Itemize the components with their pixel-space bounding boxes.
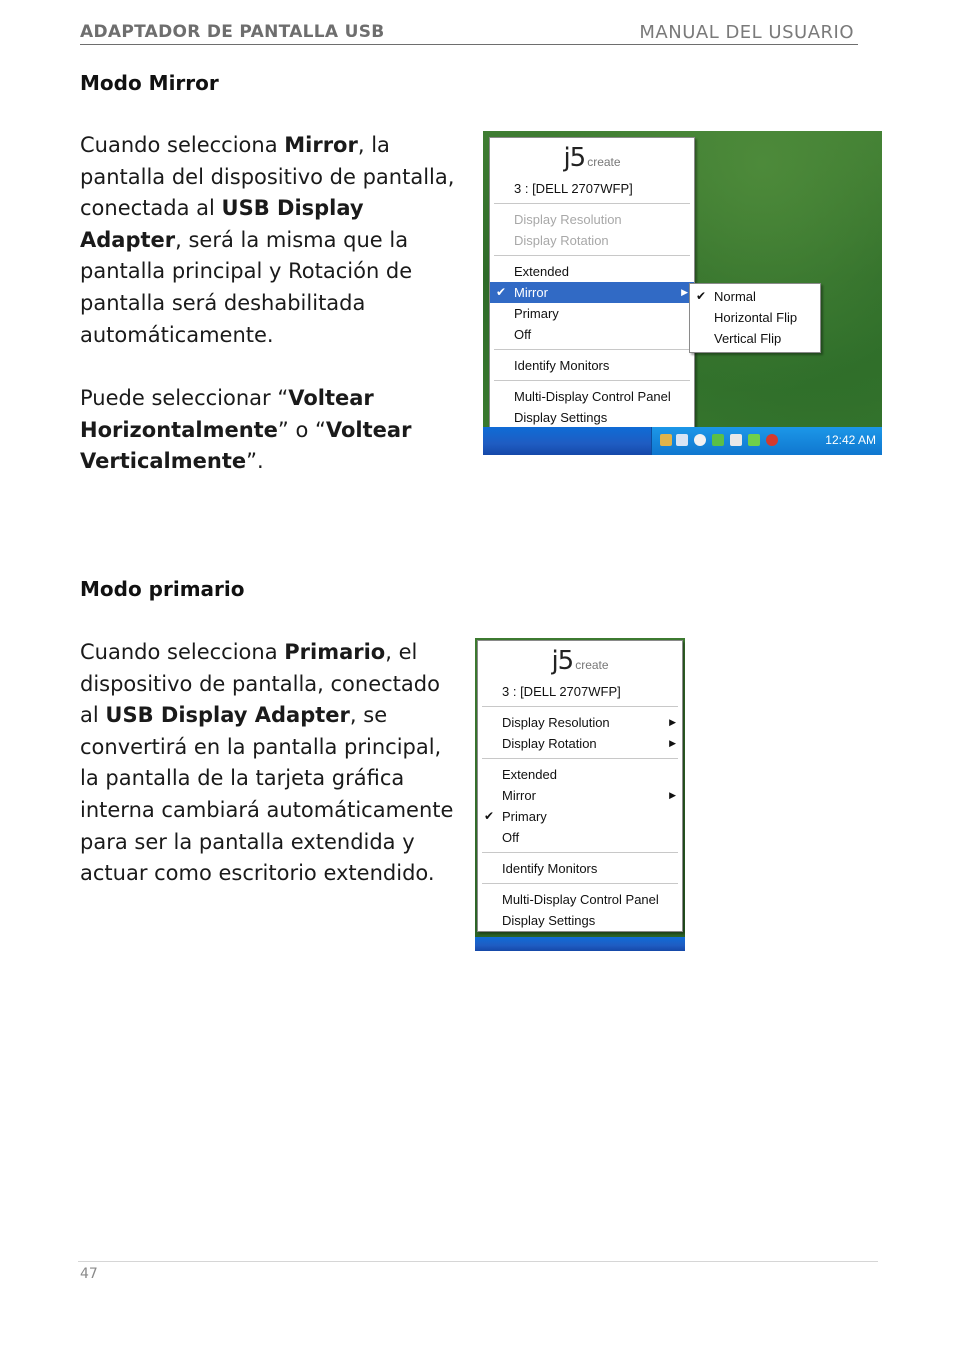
submenu-padding (690, 349, 820, 352)
menu-label: Display Resolution (502, 715, 610, 730)
menu-separator (494, 380, 690, 381)
footer-divider (78, 1261, 878, 1262)
menu-item-off[interactable] (490, 324, 694, 345)
menu-item-display-resolution[interactable] (490, 209, 694, 230)
menu-label: Identify Monitors (502, 861, 598, 876)
menu-item-display-settings[interactable] (478, 910, 682, 931)
menu-item-monitor[interactable] (490, 178, 694, 199)
menu-label: Display Rotation (502, 736, 597, 751)
tray-app-icon[interactable] (660, 434, 672, 446)
text-run: Cuando selecciona (80, 133, 285, 157)
tray-clock-icon[interactable] (694, 434, 706, 446)
menu-item-mirror[interactable] (490, 282, 694, 303)
menu-label: Extended (502, 767, 557, 782)
logo-create: create (575, 658, 609, 672)
text-run-bold: Mirror (284, 133, 358, 157)
mirror-submenu (689, 283, 821, 353)
menu-label: Multi-Display Control Panel (502, 892, 659, 907)
menu-item-display-settings[interactable] (490, 407, 694, 428)
menu-item-control-panel[interactable] (490, 386, 694, 407)
menu-item-identify-monitors[interactable] (490, 355, 694, 376)
text-run: ”. (246, 449, 264, 474)
system-tray (651, 427, 882, 455)
submenu-item-vertical-flip[interactable] (690, 328, 820, 349)
mirror-menu-screenshot (483, 131, 882, 455)
text-run: Puede seleccionar “ (80, 386, 289, 410)
menu-label: Off (514, 327, 532, 342)
menu-separator (482, 852, 678, 853)
menu-separator (494, 203, 690, 204)
header-manual-label: MANUAL DEL USUARIO (639, 22, 854, 43)
logo-create: create (587, 155, 621, 169)
menu-label: 3 : [DELL 2707WFP] (514, 181, 633, 196)
j5create-logo (478, 641, 682, 681)
text-run-bold: USB Display Adapter (105, 703, 350, 728)
menu-label: Normal (714, 289, 756, 304)
page-number: 47 (80, 1266, 98, 1282)
menu-separator (482, 883, 678, 884)
menu-label: Display Settings (514, 410, 608, 425)
menu-item-control-panel[interactable] (478, 889, 682, 910)
j5create-logo (490, 138, 694, 178)
menu-label: Multi-Display Control Panel (514, 389, 671, 404)
tray-nvidia-icon[interactable] (748, 434, 760, 446)
menu-item-extended[interactable] (478, 764, 682, 785)
primary-paragraph-1 (80, 637, 458, 890)
menu-label: Display Rotation (514, 233, 609, 248)
header-divider (80, 44, 858, 45)
menu-label: Display Settings (502, 913, 596, 928)
context-menu (489, 137, 695, 429)
menu-separator (494, 255, 690, 256)
tray-security-icon[interactable] (766, 434, 778, 446)
text-run: , se convertirá en la pantalla principal, la pantalla de la tarjeta gráfica interna cambiará automáticamente para ser la pantalla extendida y actuar como escritorio extendido. (80, 703, 454, 886)
mirror-paragraph-1 (80, 130, 460, 351)
check-icon: ✔ (696, 289, 707, 303)
logo-j5: j5 (551, 646, 574, 676)
submenu-arrow-icon: ▶ (681, 287, 688, 297)
tray-volume-icon[interactable] (730, 434, 742, 446)
menu-item-mirror[interactable] (478, 785, 682, 806)
submenu-item-normal[interactable] (690, 286, 820, 307)
menu-item-monitor[interactable] (478, 681, 682, 702)
menu-item-display-rotation[interactable] (478, 733, 682, 754)
section-title-primary: Modo primario (80, 577, 245, 601)
check-icon: ✔ (484, 809, 495, 823)
text-run-bold: Voltear Verticalmente (80, 417, 412, 474)
menu-item-extended[interactable] (490, 261, 694, 282)
text-run-bold: USB Display Adapter (80, 196, 364, 252)
submenu-arrow-icon: ▶ (669, 717, 676, 727)
text-run: ” o “ (277, 417, 326, 442)
taskbar-clock[interactable]: 12:42 AM (825, 433, 876, 447)
menu-item-primary[interactable] (490, 303, 694, 324)
logo-j5: j5 (563, 143, 586, 173)
menu-label: 3 : [DELL 2707WFP] (502, 684, 621, 699)
submenu-item-horizontal-flip[interactable] (690, 307, 820, 328)
menu-separator (482, 758, 678, 759)
menu-item-display-rotation[interactable] (490, 230, 694, 251)
primary-menu-screenshot (475, 638, 685, 951)
tray-network-icon[interactable] (712, 434, 724, 446)
menu-label: Extended (514, 264, 569, 279)
submenu-arrow-icon: ▶ (669, 790, 676, 800)
text-run-bold: Voltear Horizontalmente (80, 386, 374, 442)
header-title: ADAPTADOR DE PANTALLA USB (80, 22, 385, 42)
menu-item-identify-monitors[interactable] (478, 858, 682, 879)
text-run: , el dispositivo de pantalla, conectado al (80, 640, 440, 728)
submenu-arrow-icon: ▶ (669, 738, 676, 748)
menu-label: Horizontal Flip (714, 310, 798, 325)
menu-label: Vertical Flip (714, 331, 782, 346)
text-run: Cuando selecciona (80, 640, 285, 664)
menu-label: Mirror (514, 285, 548, 300)
menu-item-primary[interactable] (478, 806, 682, 827)
menu-label: Identify Monitors (514, 358, 610, 373)
mirror-paragraph-2 (80, 383, 420, 478)
menu-item-off[interactable] (478, 827, 682, 848)
menu-label: Mirror (502, 788, 536, 803)
menu-label: Off (502, 830, 520, 845)
menu-label: Primary (514, 306, 559, 321)
menu-label: Display Resolution (514, 212, 622, 227)
windows-taskbar (475, 937, 685, 951)
text-run-bold: Primario (284, 640, 386, 664)
windows-taskbar (483, 427, 882, 455)
context-menu (477, 640, 683, 932)
text-run: , la pantalla del dispositivo de pantalla, conectada al (80, 133, 455, 221)
menu-separator (482, 706, 678, 707)
menu-separator (494, 349, 690, 350)
menu-item-display-resolution[interactable] (478, 712, 682, 733)
check-icon: ✔ (496, 285, 507, 299)
text-run: , será la misma que la pantalla principal y Rotación de pantalla será deshabilitada automáticamente. (80, 227, 413, 347)
menu-label: Primary (502, 809, 547, 824)
tray-monitor-icon[interactable] (676, 434, 688, 446)
section-title-mirror: Modo Mirror (80, 71, 219, 95)
